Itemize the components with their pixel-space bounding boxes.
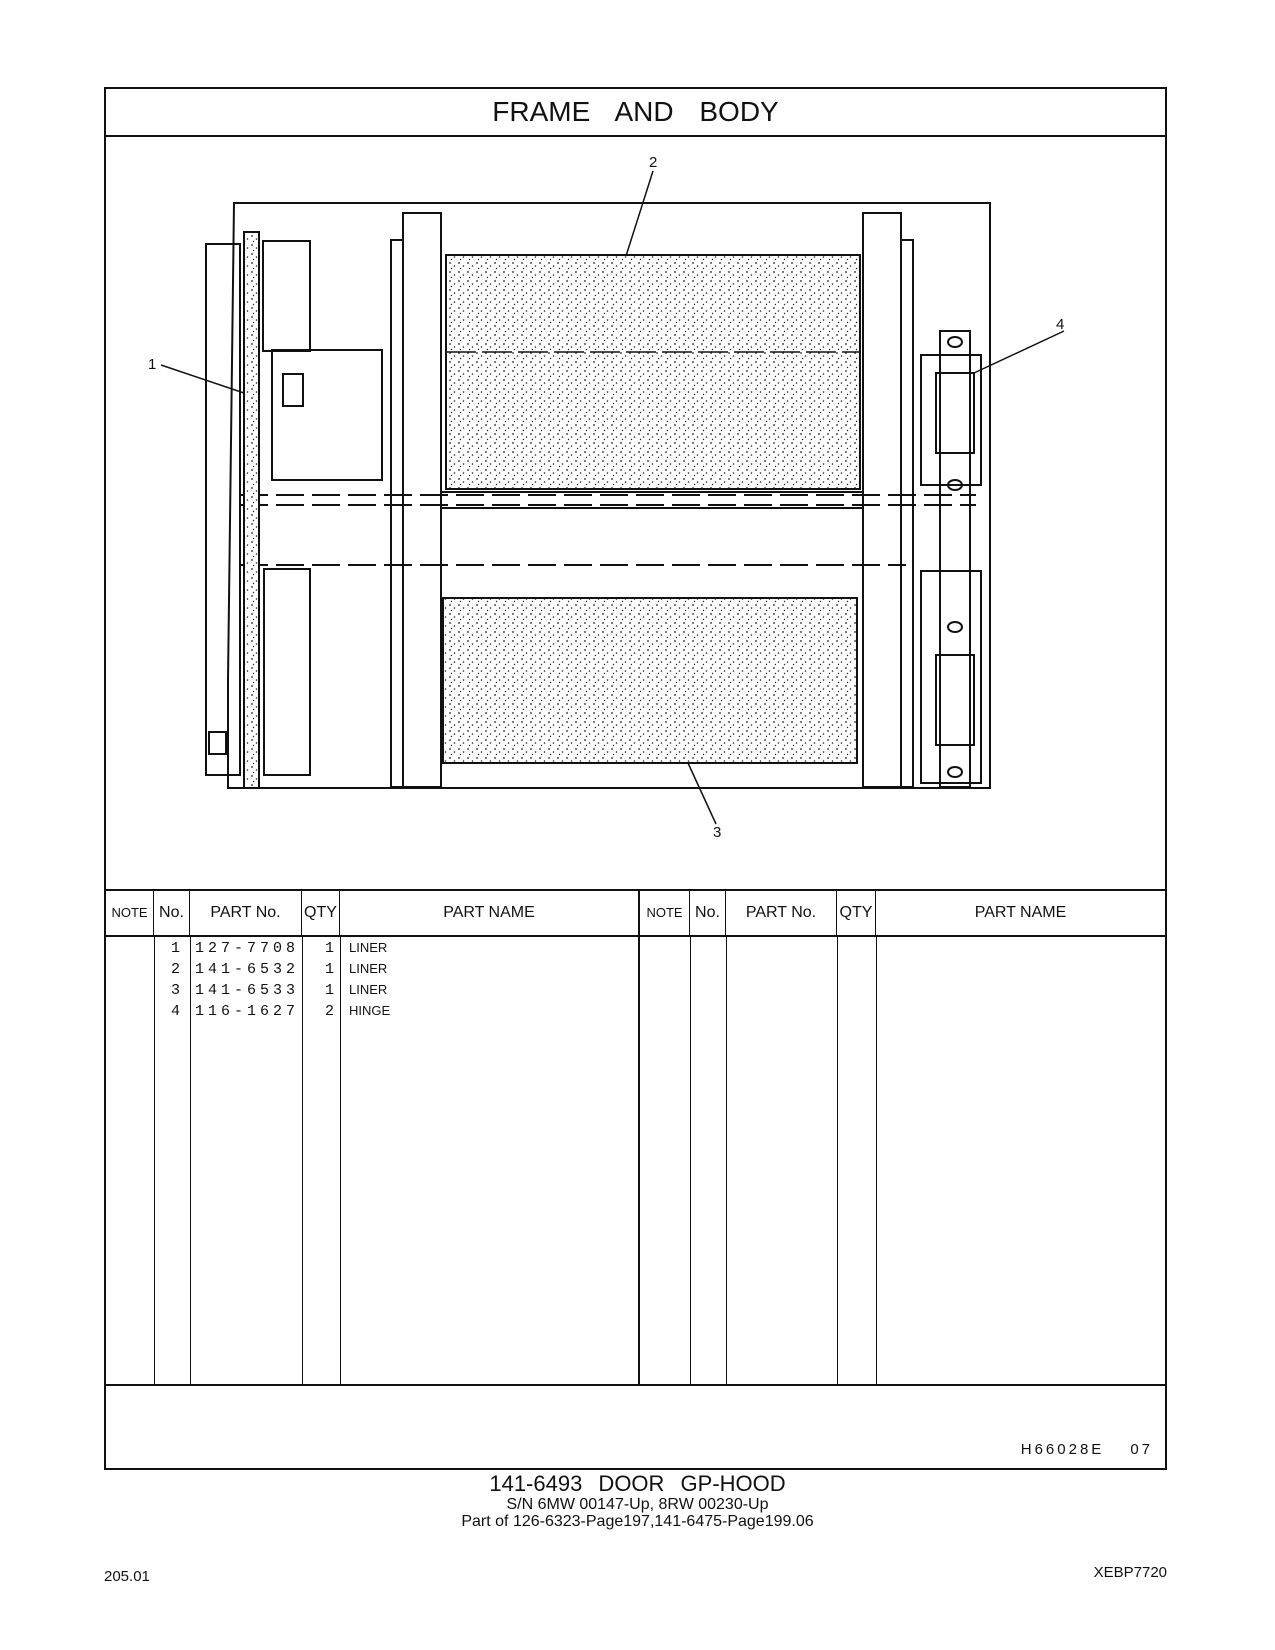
hinge-bar bbox=[940, 331, 970, 787]
header-qty: QTY bbox=[302, 891, 340, 935]
row-qty: 1 bbox=[324, 961, 334, 978]
table-row bbox=[106, 982, 638, 1004]
right-post bbox=[863, 213, 901, 787]
table-center-divider bbox=[638, 889, 640, 1384]
row-part-no: 141-6532 bbox=[194, 961, 299, 978]
row-no: 2 bbox=[170, 961, 180, 978]
row-qty: 1 bbox=[324, 940, 334, 957]
row-qty: 2 bbox=[324, 1003, 334, 1020]
header-qty-right: QTY bbox=[837, 891, 876, 935]
row-part-name: LINER bbox=[349, 982, 388, 997]
section-title: FRAME AND BODY bbox=[492, 96, 779, 127]
parts-illustration bbox=[106, 135, 1165, 887]
header-part-name: PART NAME bbox=[443, 904, 535, 921]
serial-range: S/N 6MW 00147-Up, 8RW 00230-Up bbox=[506, 1496, 769, 1513]
row-part-no: 116-1627 bbox=[194, 1003, 299, 1020]
parts-table-body bbox=[106, 936, 1165, 1386]
drawing-code bbox=[1021, 1441, 1153, 1458]
left-inner-panel bbox=[206, 244, 240, 775]
section-title-bar bbox=[106, 89, 1165, 137]
row-part-name: HINGE bbox=[349, 1003, 391, 1018]
table-row bbox=[106, 940, 638, 962]
header-no: No. bbox=[154, 891, 190, 935]
drawing-code-rev: 07 bbox=[1130, 1441, 1153, 1458]
right-upper-block bbox=[921, 355, 981, 485]
header-note: NOTE bbox=[106, 891, 154, 935]
left-post bbox=[403, 213, 441, 787]
row-qty: 1 bbox=[324, 982, 334, 999]
callout-4: 4 bbox=[1056, 316, 1065, 333]
callout-1: 1 bbox=[148, 356, 157, 373]
table-row bbox=[106, 1003, 638, 1025]
drawing-code-id: H66028E bbox=[1020, 1441, 1105, 1458]
callout-3: 3 bbox=[713, 824, 722, 841]
row-no: 3 bbox=[170, 982, 180, 999]
header-part-no-right: PART No. bbox=[726, 891, 837, 935]
table-row bbox=[106, 961, 638, 983]
parts-table-header bbox=[106, 889, 1165, 937]
header-part-name-right: PART NAME bbox=[974, 904, 1067, 921]
header-no-right: No. bbox=[690, 891, 726, 935]
liner-3-panel bbox=[443, 598, 857, 763]
liner-2-panel bbox=[446, 255, 860, 489]
part-of-reference: Part of 126-6323-Page197,141-6475-Page199.06 bbox=[461, 1513, 814, 1530]
liner-1-strip bbox=[244, 232, 259, 788]
row-no: 1 bbox=[170, 940, 180, 957]
row-part-name: LINER bbox=[349, 940, 388, 955]
left-box bbox=[272, 350, 382, 480]
row-part-name: LINER bbox=[349, 961, 388, 976]
assembly-title: 141-6493 DOOR GP-HOOD bbox=[489, 1471, 786, 1496]
left-upper-block bbox=[263, 241, 310, 351]
page-number: 205.01 bbox=[104, 1568, 150, 1585]
parts-page-frame bbox=[104, 87, 1167, 1470]
callout-2: 2 bbox=[649, 154, 658, 171]
row-no: 4 bbox=[170, 1003, 180, 1020]
right-lower-block bbox=[921, 571, 981, 783]
row-part-no: 127-7708 bbox=[194, 940, 299, 957]
document-id: XEBP7720 bbox=[1093, 1564, 1167, 1581]
left-lower-block bbox=[264, 569, 310, 775]
row-part-no: 141-6533 bbox=[194, 982, 299, 999]
header-note-right: NOTE bbox=[640, 891, 690, 935]
page-footer-block bbox=[0, 1472, 1275, 1530]
header-part-no: PART No. bbox=[190, 891, 302, 935]
